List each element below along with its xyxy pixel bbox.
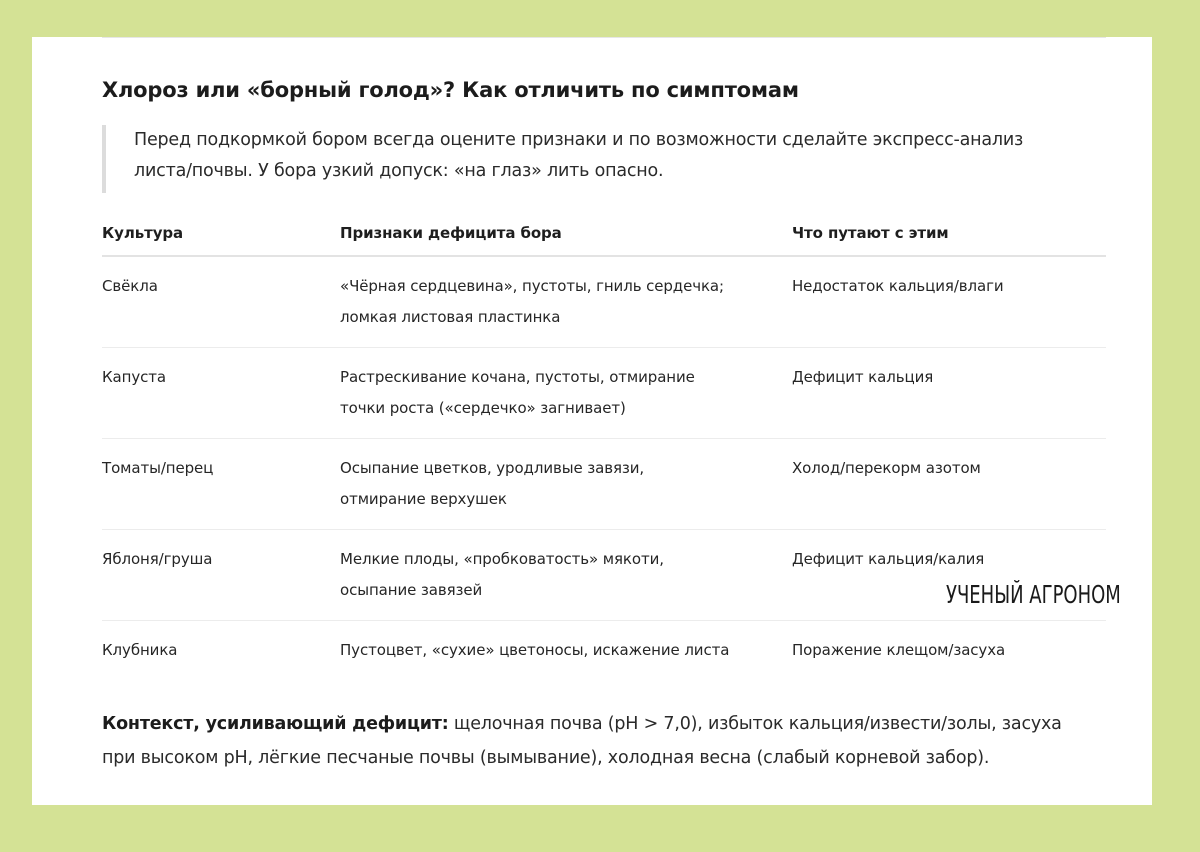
cell-crop: Клубника [102, 641, 178, 659]
header-confused: Что путают с этим [792, 224, 949, 242]
symptoms-table [102, 217, 1106, 695]
table-header-row [102, 217, 1106, 257]
cell-confused: Холод/перекорм азотом [792, 459, 981, 477]
top-divider [102, 37, 1106, 38]
callout-line-1: Перед подкормкой бором всегда оцените признаки и по возможности сделайте экспресс-анализ [134, 130, 1024, 150]
cell-crop: Яблоня/груша [102, 550, 213, 568]
cell-signs-line: осыпание завязей [340, 581, 483, 599]
watermark-logo-text: УЧЕНЫЙ АГРОНОМ [946, 580, 1121, 609]
cell-signs [340, 271, 780, 333]
cell-confused: Дефицит кальция [792, 368, 934, 386]
cell-crop: Свёкла [102, 277, 158, 295]
cell-crop: Томаты/перец [102, 459, 214, 477]
callout-quote [102, 125, 1062, 193]
context-label: Контекст, усиливающий дефицит: [102, 714, 449, 734]
cell-signs-line: ломкая листовая пластинка [340, 308, 561, 326]
cell-signs [340, 635, 780, 666]
cell-signs [340, 544, 780, 606]
cell-signs-line: отмирание верхушек [340, 490, 507, 508]
table-row [102, 348, 1106, 439]
table-row [102, 439, 1106, 530]
table-row [102, 257, 1106, 348]
cell-signs-line: «Чёрная сердцевина», пустоты, гниль сердечка; [340, 277, 724, 295]
table-row [102, 621, 1106, 695]
cell-confused: Недостаток кальция/влаги [792, 277, 1004, 295]
cell-confused: Дефицит кальция/калия [792, 550, 985, 568]
context-paragraph [102, 707, 1102, 775]
cell-crop: Капуста [102, 368, 167, 386]
cell-signs-line: Растрескивание кочана, пустоты, отмирание [340, 368, 695, 386]
header-signs: Признаки дефицита бора [340, 224, 562, 242]
callout-line-2: листа/почвы. У бора узкий допуск: «на глаз» лить опасно. [134, 161, 664, 181]
page-title: Хлороз или «борный голод»? Как отличить по симптомам [102, 78, 799, 102]
cell-signs [340, 453, 780, 515]
header-crop: Культура [102, 224, 184, 242]
context-line-2: при высоком pH, лёгкие песчаные почвы (вымывание), холодная весна (слабый корневой забор). [102, 748, 990, 768]
cell-signs-line: Мелкие плоды, «пробковатость» мякоти, [340, 550, 664, 568]
article-card [32, 37, 1152, 805]
cell-signs [340, 362, 780, 424]
cell-confused: Поражение клещом/засуха [792, 641, 1006, 659]
context-line-1: щелочная почва (pH > 7,0), избыток кальция/извести/золы, засуха [448, 714, 1062, 734]
cell-signs-line: Осыпание цветков, уродливые завязи, [340, 459, 645, 477]
cell-signs-line: точки роста («сердечко» загнивает) [340, 399, 626, 417]
cell-signs-line: Пустоцвет, «сухие» цветоносы, искажение листа [340, 641, 730, 659]
